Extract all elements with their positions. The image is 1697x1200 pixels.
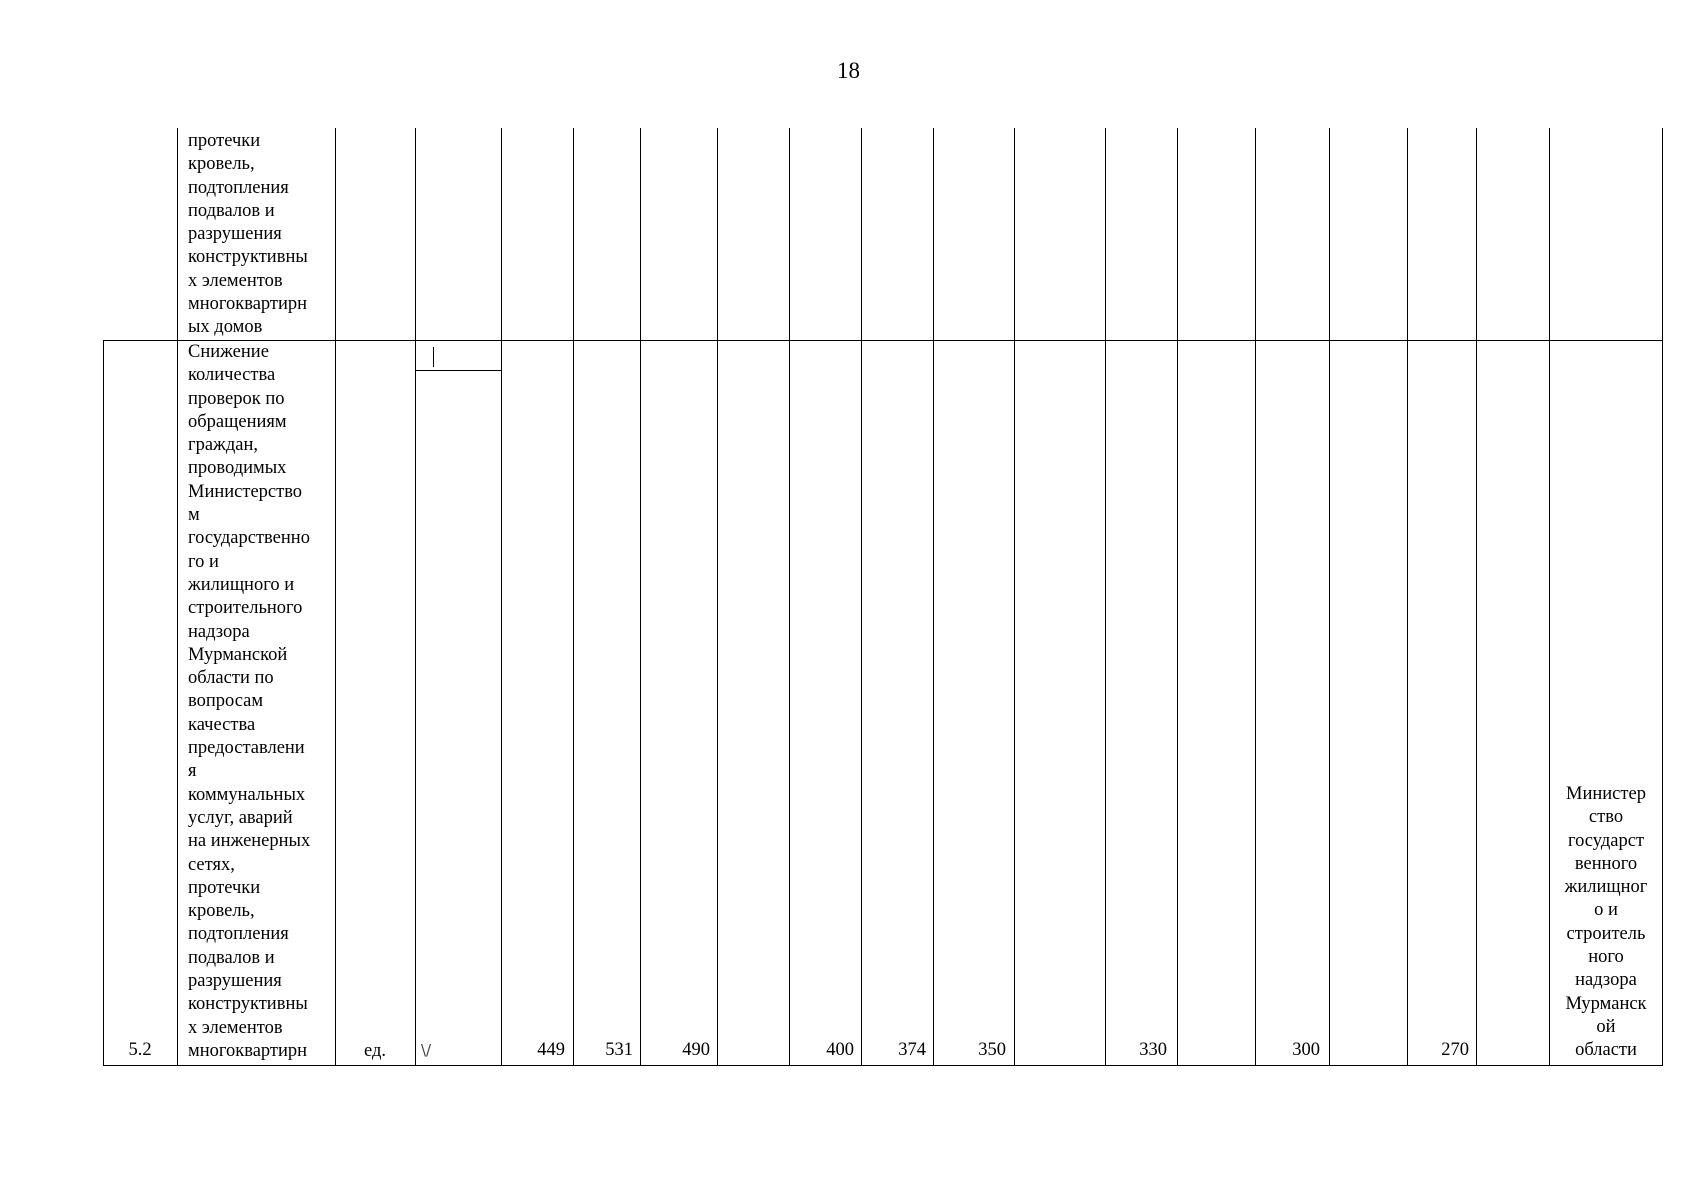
value-cell: 350 <box>978 1040 1006 1060</box>
value-cell: 490 <box>682 1040 710 1060</box>
page-number: 18 <box>837 58 860 83</box>
row-unit: ед. <box>363 1041 386 1061</box>
value-cell: 400 <box>826 1040 854 1060</box>
row-description: Снижение количества проверок по обращениям граждан, проводимых Министерство м государственно го и жилищного и строительного надзора Мурманской области по вопросам качества предоставлени я коммунальных услуг, аварий на инженерных сетях, протечки кровель, подтопления подвалов и разрушения конструктивны х элементов многоквартирн <box>188 342 311 1061</box>
value-cell: 330 <box>1139 1040 1167 1060</box>
value-cell: 374 <box>898 1040 926 1060</box>
col-line-14 <box>1255 128 1256 1066</box>
data-table <box>103 128 1663 1066</box>
col-line-6 <box>640 128 641 1066</box>
value-cell: 531 <box>605 1040 633 1060</box>
direction-marker <box>433 347 434 367</box>
col-line-1 <box>177 128 178 1066</box>
col-line-7 <box>717 128 718 1066</box>
col-line-11 <box>1014 128 1015 1066</box>
value-cell: 449 <box>537 1040 565 1060</box>
col-line-19 <box>1662 128 1663 1066</box>
col-line-4 <box>501 128 502 1066</box>
row-number: 5.2 <box>128 1040 152 1060</box>
col-line-17 <box>1476 128 1477 1066</box>
col-line-16 <box>1407 128 1408 1066</box>
value-cell: 270 <box>1441 1040 1469 1060</box>
row-direction: \/ <box>421 1041 432 1059</box>
col-line-12 <box>1105 128 1106 1066</box>
col-line-3 <box>415 128 416 1066</box>
col-line-5 <box>573 128 574 1066</box>
col-line-8 <box>789 128 790 1066</box>
col-line-13 <box>1177 128 1178 1066</box>
col-line-0 <box>103 340 104 1066</box>
col-line-15 <box>1329 128 1330 1066</box>
row-continued-description: протечки кровель, подтопления подвалов и разрушения конструктивны х элементов многоквартирн ых домов <box>188 131 308 338</box>
col-line-10 <box>933 128 934 1066</box>
table-bottom-line <box>103 1065 1663 1066</box>
col-line-9 <box>861 128 862 1066</box>
responsible-authority: Министер ство государст венного жилищног о и строитель ного надзора Мурманск ой области <box>1564 784 1648 1061</box>
col-line-18 <box>1549 128 1550 1066</box>
direction-subcell-line <box>415 370 501 371</box>
value-cell: 300 <box>1292 1040 1320 1060</box>
